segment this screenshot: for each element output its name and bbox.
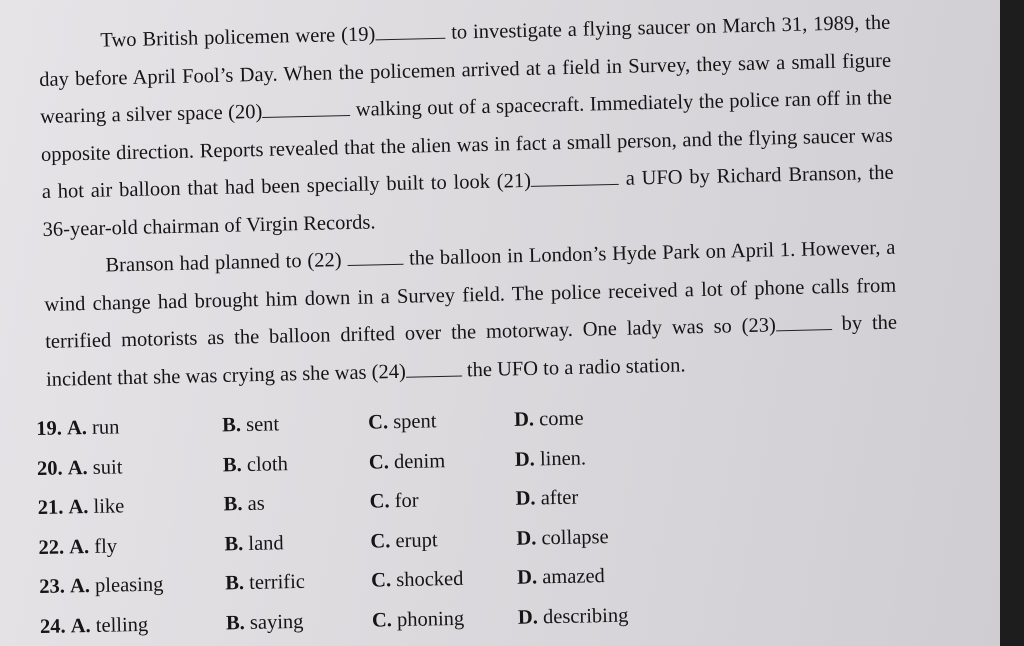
- option-c: C. for: [369, 489, 419, 513]
- option-b: B. saying: [225, 610, 304, 634]
- option-d: D. come: [513, 407, 584, 431]
- passage-text: the balloon in London’s Hyde Park on April 1. However, a wind change had brought him down in a Survey field. The police received a lot of phone calls from terrified motorists as the balloon drifted over the motorway. One lady was so (23): [44, 236, 897, 353]
- option-d: D. collapse: [516, 525, 609, 550]
- option-b: B. sent: [221, 413, 280, 437]
- option-a: 20. A. suit: [36, 455, 123, 480]
- passage-text: a UFO by Richard Branson, the 36-year-old chairman of Virgin Records.: [42, 161, 894, 241]
- option-a: 22. A. fly: [38, 534, 118, 559]
- option-d: D. describing: [517, 604, 629, 629]
- option-b: B. land: [224, 531, 284, 555]
- dark-background-edge: [1000, 0, 1024, 646]
- passage-text: the UFO to a radio station.: [461, 353, 686, 381]
- passage-text: Two British policemen were (19): [100, 23, 376, 52]
- blank-23: [775, 309, 831, 332]
- option-a: 24. A. telling: [39, 613, 149, 638]
- option-c: C. denim: [368, 449, 446, 474]
- option-d: D. after: [515, 486, 579, 510]
- option-c: C. shocked: [370, 567, 464, 592]
- reading-passage: [38, 5, 898, 399]
- option-d: D. amazed: [516, 565, 606, 589]
- option-a: 23. A. pleasing: [39, 573, 164, 598]
- option-a: 21. A. like: [37, 495, 125, 519]
- option-a: 19. A. run: [36, 416, 120, 440]
- passage-text: to investigate a flying saucer on March 31, 1989, the day before April Fool’s Day. When the policemen arrived at a field in Survey, they saw a small figure wearing a silver space (20): [39, 11, 892, 128]
- answer-options: [36, 406, 680, 646]
- option-c: C. phoning: [371, 607, 465, 632]
- option-c: C. spent: [367, 410, 437, 434]
- option-b: B. as: [223, 492, 265, 516]
- blank-24: [405, 354, 461, 377]
- option-b: B. cloth: [222, 452, 289, 476]
- passage-text: walking out of a spacecraft. Immediately the police ran off in the opposite direction. Reports revealed that the alien was in fact a small person, and the flying saucer was a hot air balloon that had been specially built to look (21): [40, 86, 893, 203]
- blank-22: [347, 243, 403, 266]
- passage-paragraph-2: [43, 230, 898, 399]
- passage-text: by the incident that she was crying as she was (24): [45, 311, 898, 391]
- option-d: D. linen.: [514, 446, 587, 471]
- passage-paragraph-1: [38, 5, 895, 249]
- blank-19: [375, 17, 445, 40]
- blank-21: [531, 163, 619, 186]
- blank-20: [262, 94, 350, 117]
- option-c: C. erupt: [370, 528, 438, 553]
- option-b: B. terrific: [224, 570, 306, 595]
- passage-text: Branson had planned to (22): [105, 249, 348, 277]
